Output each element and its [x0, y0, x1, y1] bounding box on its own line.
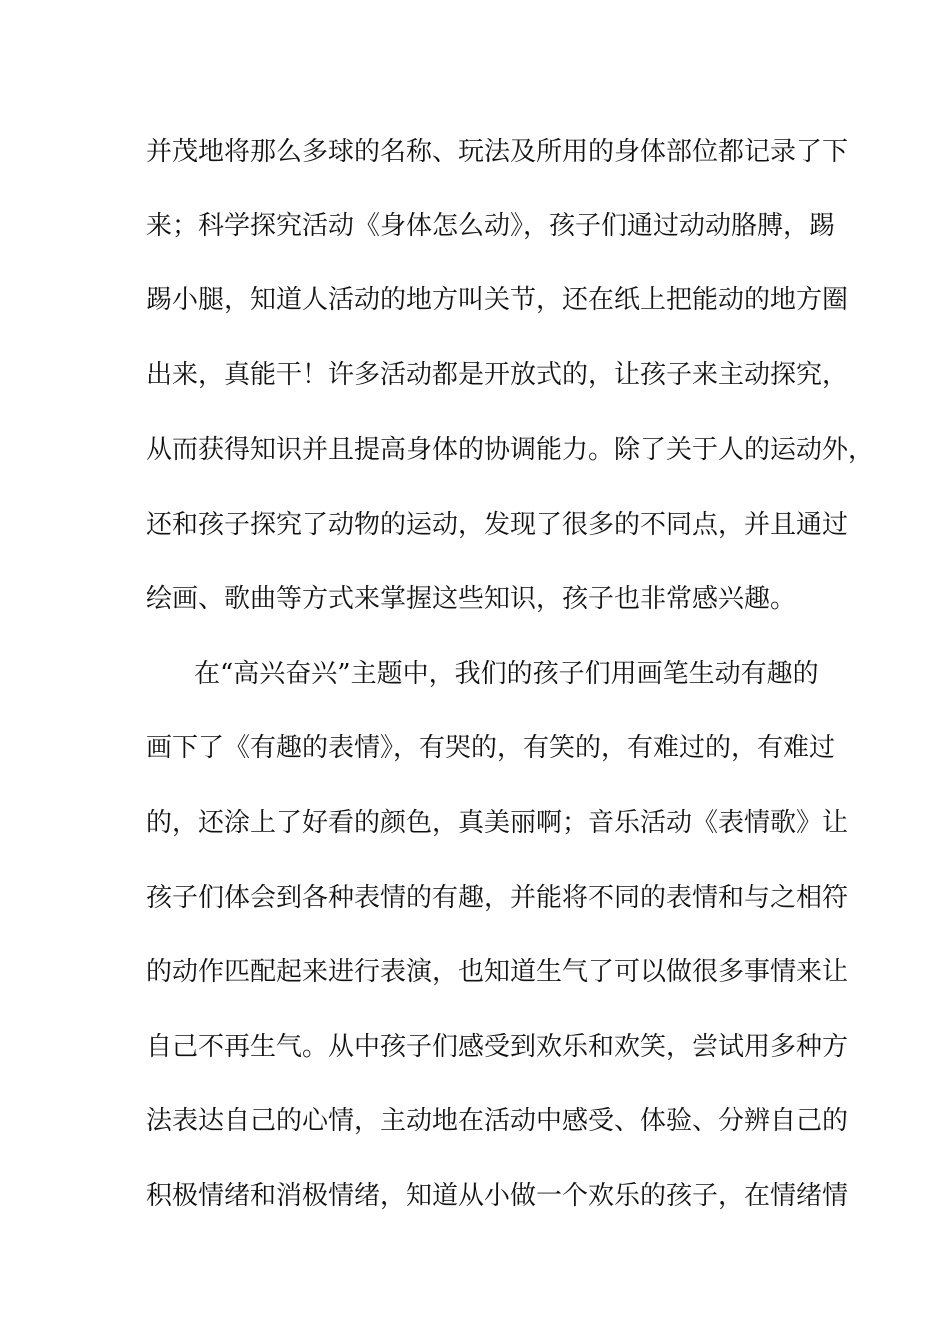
text-line: 画下了《有趣的表情》，有哭的，有笑的，有难过的，有难过 [146, 733, 836, 763]
text-line: 自己不再生气。从中孩子们感受到欢乐和欢笑，尝试用多种方 [146, 1032, 849, 1062]
text-line: 从而获得知识并且提高身体的协调能力。除了关于人的运动外， [146, 435, 875, 465]
text-line: 并茂地将那么多球的名称、玩法及所用的身体部位都记录了下 [146, 137, 849, 167]
text-line: 积极情绪和消极情绪，知道从小做一个欢乐的孩子，在情绪情 [146, 1181, 849, 1211]
text-line: 的，还涂上了好看的颜色，真美丽啊；音乐活动《表情歌》让 [146, 808, 849, 838]
text-line: 孩子们体会到各种表情的有趣，并能将不同的表情和与之相符 [146, 883, 849, 913]
text-line: 来；科学探究活动《身体怎么动》，孩子们通过动动胳膊，踢 [146, 211, 836, 241]
text-line: 绘画、歌曲等方式来掌握这些知识，孩子也非常感兴趣。 [146, 584, 797, 614]
text-line: 的动作匹配起来进行表演，也知道生气了可以做很多事情来让 [146, 957, 849, 987]
text-line: 法表达自己的心情，主动地在活动中感受、体验、分辨自己的 [146, 1106, 849, 1136]
text-line: 踢小腿，知道人活动的地方叫关节，还在纸上把能动的地方圈 [146, 285, 849, 315]
text-line: 还和孩子探究了动物的运动，发现了很多的不同点，并且通过 [146, 510, 849, 540]
text-line: 出来，真能干！许多活动都是开放式的，让孩子来主动探究， [146, 360, 849, 390]
paragraph-first-line: 在“高兴奋兴”主题中，我们的孩子们用画笔生动有趣的 [194, 659, 819, 689]
